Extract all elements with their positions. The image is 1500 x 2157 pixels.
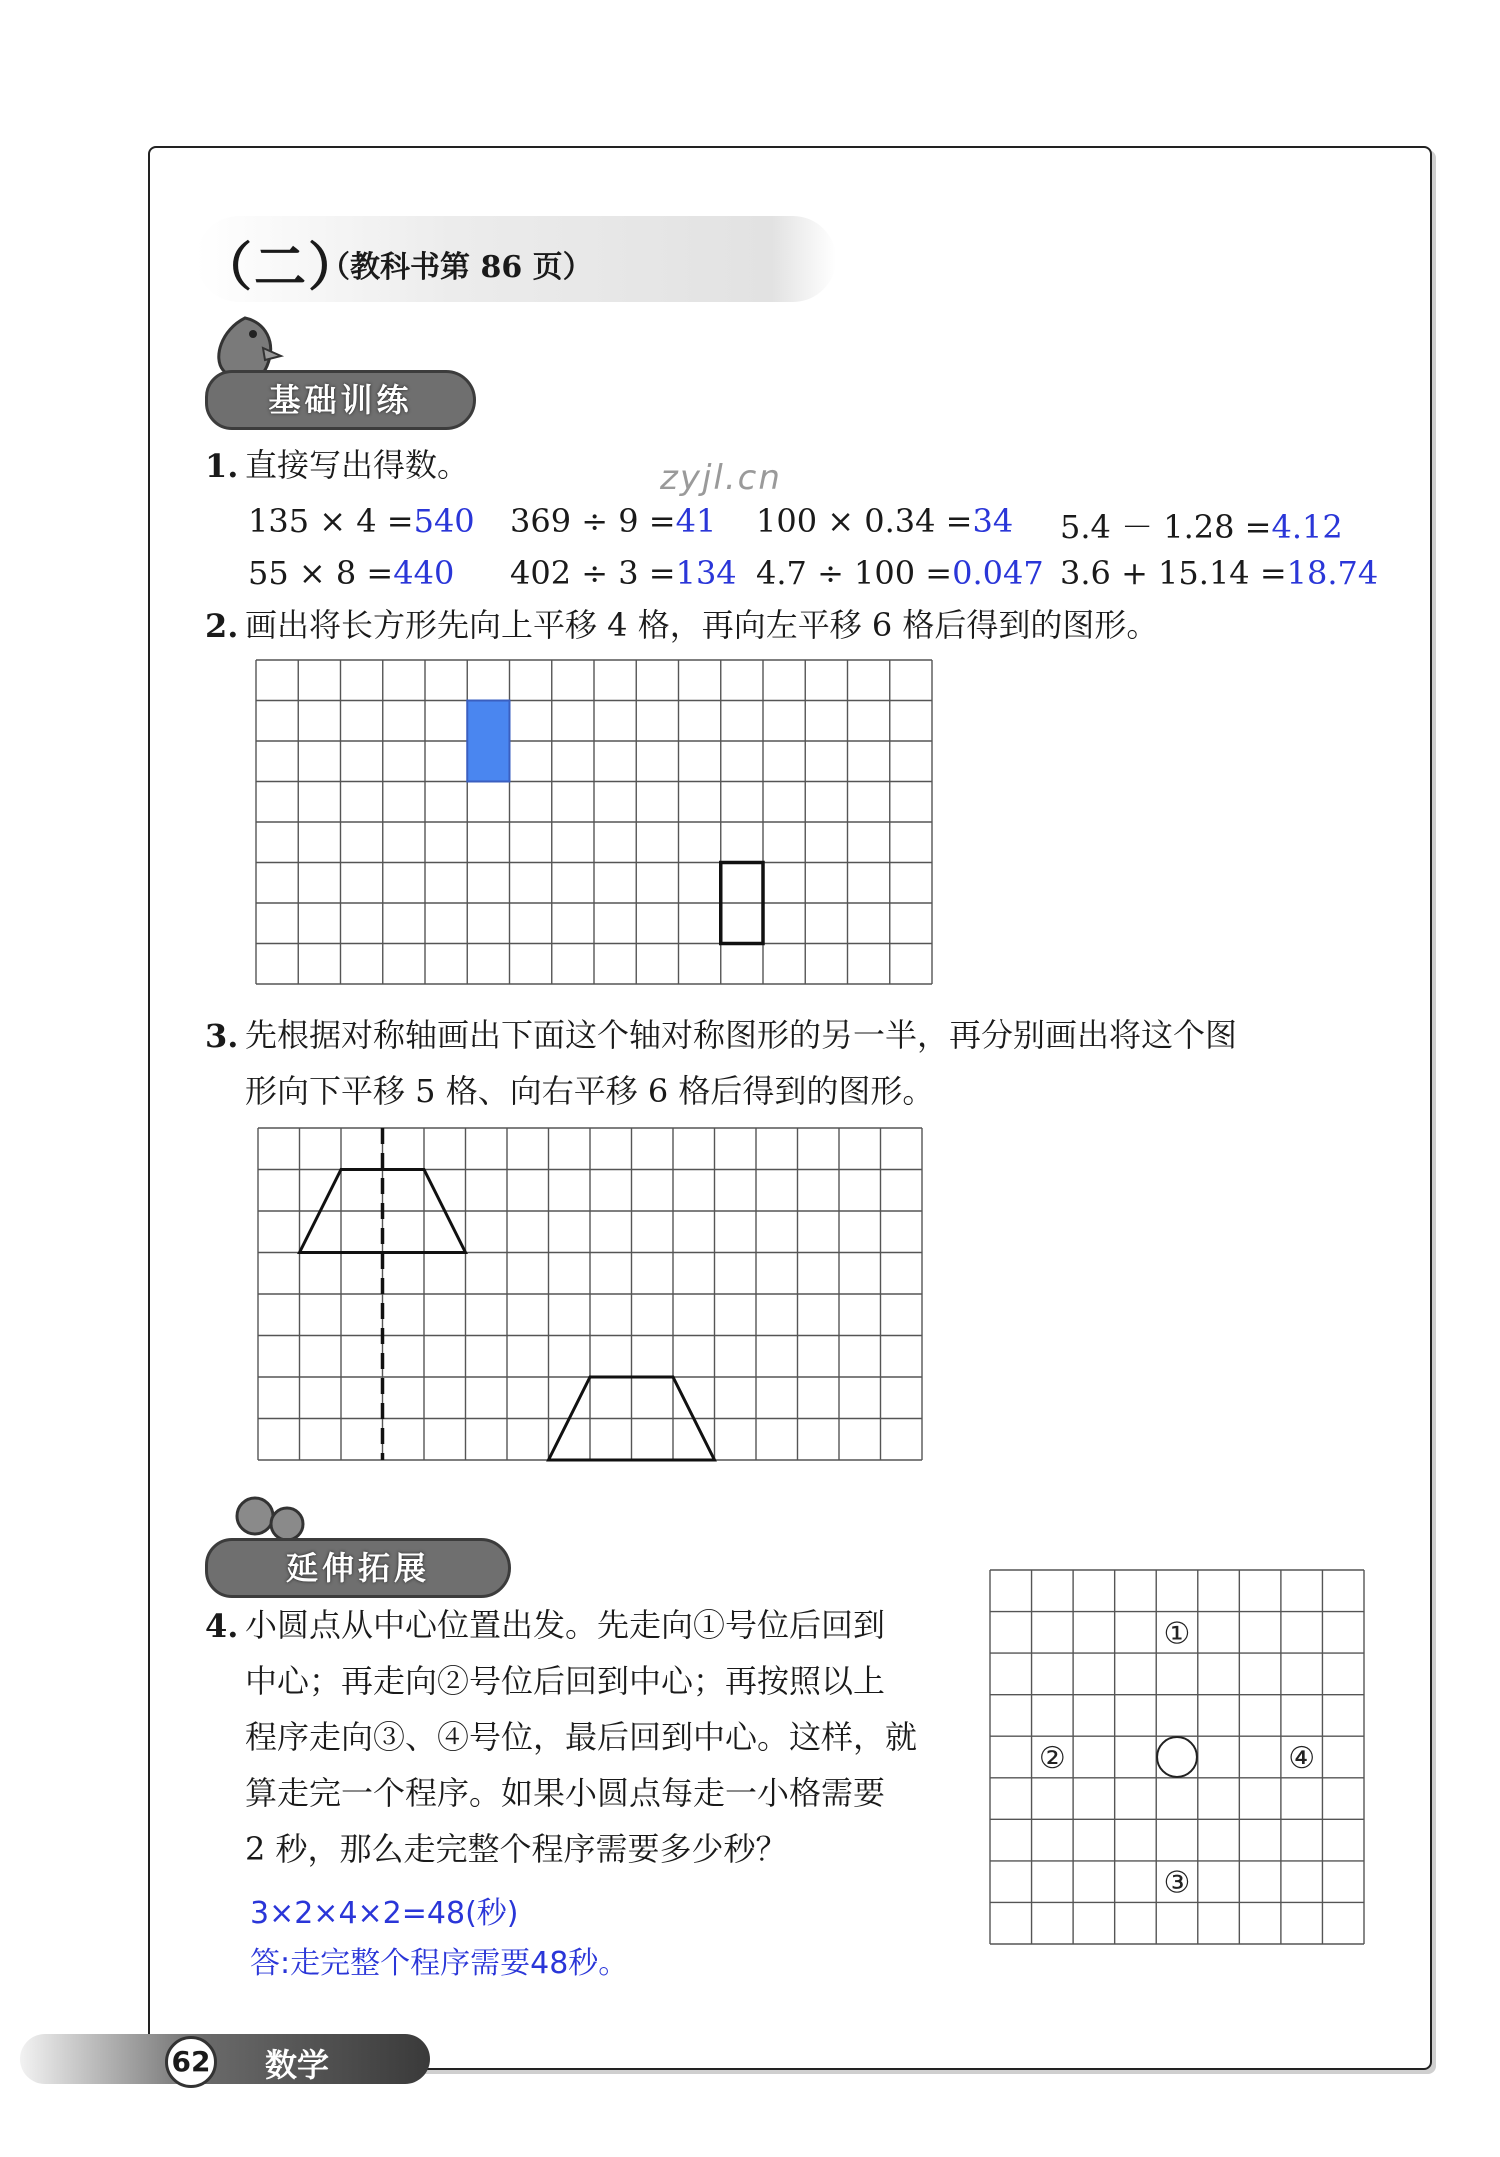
q1-expr: 100 × 0.34 = [756, 502, 973, 540]
footer-subject: 数学 [265, 2046, 330, 2084]
q1-item [510, 554, 737, 592]
q4-solution: 3×2×4×2=48(秒) [250, 1896, 519, 1931]
q1-answer: 41 [675, 502, 717, 540]
q1-answer: 540 [413, 502, 475, 540]
q4-line: 程序走向③、④号位，最后回到中心。这样，就 [245, 1718, 918, 1756]
q3-grid [258, 1128, 922, 1460]
q1-prompt: 直接写出得数。 [245, 446, 470, 484]
q4-line: 中心；再走向②号位后回到中心；再按照以上 [245, 1662, 886, 1700]
q4-center-dot [1157, 1737, 1197, 1777]
q1-answer: 440 [393, 554, 455, 592]
q4-line: 小圆点从中心位置出发。先走向①号位后回到 [245, 1606, 886, 1644]
q1-expr: 135 × 4 = [248, 502, 414, 540]
q1-item [510, 502, 716, 540]
q3-number: 3. [205, 1017, 239, 1055]
q4-answer: 答:走完整个程序需要48秒。 [250, 1946, 629, 1981]
textbook-reference: （教科书第 86 页） [320, 250, 593, 285]
q2-number: 2. [205, 607, 239, 645]
q1-expr: 3.6 + 15.14 = [1060, 554, 1287, 592]
q3-prompt-line1: 先根据对称轴画出下面这个轴对称图形的另一半，再分别画出将这个图 [245, 1016, 1238, 1054]
q1-answer: 34 [972, 502, 1014, 540]
q4-marker-down: ③ [1163, 1865, 1191, 1901]
q3-prompt-line2: 形向下平移 5 格、向右平移 6 格后得到的图形。 [245, 1072, 935, 1110]
q1-expr: 369 ÷ 9 = [510, 502, 676, 540]
q1-item [248, 502, 475, 540]
q4-marker-up: ① [1163, 1616, 1191, 1652]
q1-expr: 5.4 － 1.28 = [1060, 508, 1272, 546]
q1-item [248, 554, 454, 592]
section-title: （二） [200, 237, 363, 298]
q4-number: 4. [205, 1607, 239, 1645]
q2-translated-rectangle [467, 701, 509, 782]
q4-grid [990, 1570, 1364, 1944]
q1-item [1060, 502, 1343, 548]
watermark: zyjl.cn [660, 458, 782, 498]
q1-expr: 55 × 8 = [248, 554, 394, 592]
q4-line: 算走完一个程序。如果小圆点每走一小格需要 [245, 1774, 886, 1812]
page-number: 62 [165, 2036, 217, 2088]
q2-prompt: 画出将长方形先向上平移 4 格，再向左平移 6 格后得到的图形。 [245, 606, 1159, 644]
q1-answer: 0.047 [952, 554, 1044, 592]
banner-basic-training: 基础训练 [205, 370, 476, 430]
q1-expr: 402 ÷ 3 = [510, 554, 676, 592]
q1-expr: 4.7 ÷ 100 = [756, 554, 953, 592]
footer-bar [20, 2034, 430, 2084]
q4-marker-left: ② [1038, 1741, 1066, 1776]
q1-item [756, 554, 1044, 592]
q1-item [1060, 554, 1378, 592]
q1-answer: 134 [675, 554, 737, 592]
q4-line: 2 秒，那么走完整个程序需要多少秒？ [245, 1830, 788, 1868]
q4-marker-right: ④ [1288, 1741, 1316, 1776]
q1-answer: 4.12 [1271, 508, 1343, 546]
q1-answer: 18.74 [1286, 554, 1379, 592]
q2-grid [256, 660, 932, 984]
q1-number: 1. [205, 447, 239, 485]
banner-extension: 延伸拓展 [205, 1538, 511, 1598]
q1-item [756, 502, 1013, 540]
